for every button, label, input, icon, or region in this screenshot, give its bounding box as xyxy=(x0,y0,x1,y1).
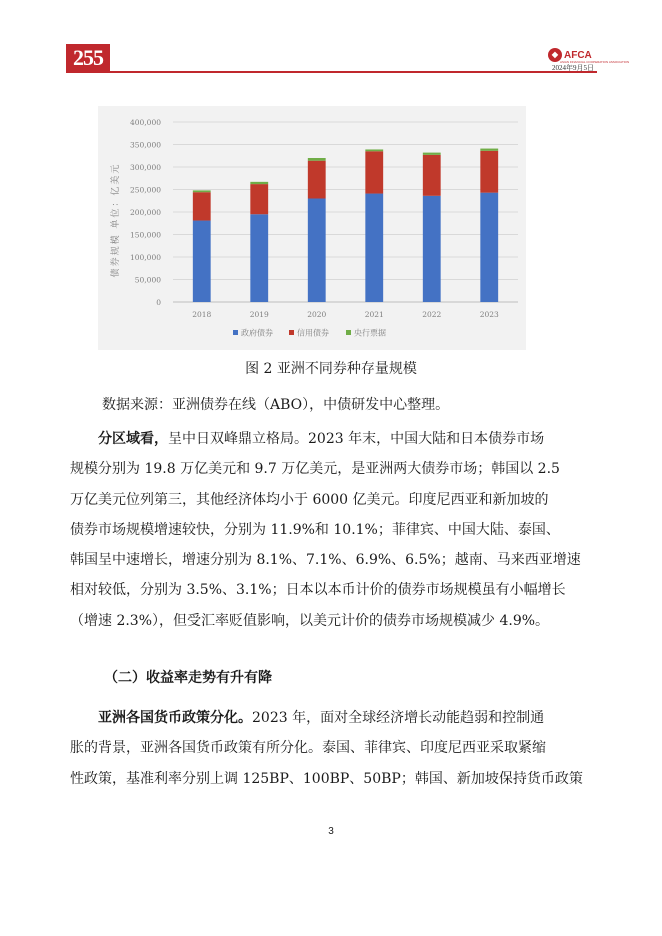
bar-segment-3 xyxy=(250,182,268,184)
page-number: 3 xyxy=(328,826,334,837)
text-line: 2023 年，面对全球经济增长动能趋弱和控制通 xyxy=(252,710,545,726)
chart-svg xyxy=(98,106,526,350)
afca-logo-subtitle: ASIAN FINANCIAL COOPERATION ASSOCIATION xyxy=(560,60,630,64)
stacked-bar-chart xyxy=(98,106,526,350)
figure-caption: 图 2 亚洲不同券种存量规模 xyxy=(245,361,417,377)
chart-gridlines xyxy=(173,122,518,302)
issue-number-badge: 255 xyxy=(66,44,110,72)
bar-segment-3 xyxy=(480,149,498,151)
bar-segment-2 xyxy=(250,184,268,214)
text-line: 相对较低，分别为 3.5%、3.1%；日本以本币计价的债券市场规模虽有小幅增长 xyxy=(70,582,566,599)
x-tick-label: 2023 xyxy=(479,310,499,319)
paragraph-monetary-policy xyxy=(70,703,594,794)
legend-swatch-1 xyxy=(233,330,238,335)
y-tick-label: 100,000 xyxy=(129,253,161,262)
x-tick-label: 2020 xyxy=(307,310,327,319)
chart-y-axis-label: 债券规模 单位：亿美元 xyxy=(111,162,121,278)
paragraph-regional-lead: 分区域看， xyxy=(98,431,168,447)
bar-segment-2 xyxy=(365,151,383,193)
afca-logo-icon: ◆ xyxy=(548,48,562,62)
bar-segment-1 xyxy=(250,214,268,302)
chart-x-tick-labels xyxy=(192,310,499,319)
x-tick-label: 2018 xyxy=(192,310,212,319)
y-tick-label: 150,000 xyxy=(129,230,161,240)
chart-y-tick-labels xyxy=(130,118,161,307)
text-line: 万亿美元位列第三，其他经济体均小于 6000 亿美元。印度尼西亚和新加坡的 xyxy=(70,491,549,508)
y-tick-label: 350,000 xyxy=(129,140,161,150)
bar-segment-3 xyxy=(423,153,441,155)
bar-segment-1 xyxy=(423,196,441,302)
y-tick-label: 400,000 xyxy=(129,118,161,127)
text-line: （增速 2.3%），但受汇率贬值影响，以美元计价的债券市场规模减少 4.9%。 xyxy=(70,612,550,629)
header-rule xyxy=(66,71,597,73)
section-heading: （二）收益率走势有升有降 xyxy=(104,670,272,686)
y-tick-label: 300,000 xyxy=(129,163,161,172)
y-tick-label: 250,000 xyxy=(129,185,161,195)
text-line: 性政策，基准利率分别上调 125BP、100BP、50BP；韩国、新加坡保持货币政策 xyxy=(70,770,583,787)
x-tick-label: 2019 xyxy=(249,310,269,319)
legend-label: 信用债券 xyxy=(297,328,329,338)
text-line: 债券市场规模增速较快，分别为 11.9%和 10.1%；菲律宾、中国大陆、泰国、 xyxy=(70,521,560,538)
y-tick-label: 200,000 xyxy=(129,208,161,217)
bar-segment-1 xyxy=(365,194,383,302)
text-line: 胀的背景，亚洲各国货币政策有所分化。泰国、菲律宾、印度尼西亚采取紧缩 xyxy=(70,740,546,757)
afca-logo-text: AFCA xyxy=(564,49,592,61)
x-tick-label: 2022 xyxy=(422,310,442,319)
paragraph-regional xyxy=(70,424,594,636)
y-tick-label: 50,000 xyxy=(134,275,161,285)
text-line: 规模分别为 19.8 万亿美元和 9.7 万亿美元，是亚洲两大债券市场；韩国以 2.5 xyxy=(70,461,560,478)
bar-segment-2 xyxy=(193,192,211,220)
bar-segment-1 xyxy=(193,221,211,302)
legend-label: 政府债券 xyxy=(241,328,273,338)
bar-segment-2 xyxy=(308,161,326,199)
paragraph-monetary-lead: 亚洲各国货币政策分化。 xyxy=(98,710,252,726)
text-line: 呈中日双峰鼎立格局。2023 年末，中国大陆和日本债券市场 xyxy=(168,431,545,447)
legend-label: 央行票据 xyxy=(354,328,386,338)
legend-swatch-2 xyxy=(289,330,294,335)
y-tick-label: 0 xyxy=(156,298,161,307)
chart-bars xyxy=(193,149,498,302)
bar-segment-3 xyxy=(365,149,383,151)
bar-segment-2 xyxy=(423,155,441,196)
bar-segment-3 xyxy=(193,190,211,192)
data-source-note: 数据来源：亚洲债券在线（ABO），中债研发中心整理。 xyxy=(102,397,450,413)
chart-legend xyxy=(233,328,386,338)
legend-swatch-3 xyxy=(346,330,351,335)
issue-date: 2024年9月5日 xyxy=(552,64,594,72)
bar-segment-1 xyxy=(308,199,326,303)
text-line: 韩国呈中速增长，增速分别为 8.1%、7.1%、6.9%、6.5%；越南、马来西亚增速 xyxy=(70,552,581,569)
bar-segment-2 xyxy=(480,151,498,193)
x-tick-label: 2021 xyxy=(364,310,384,319)
bar-segment-3 xyxy=(308,158,326,161)
bar-segment-1 xyxy=(480,193,498,302)
